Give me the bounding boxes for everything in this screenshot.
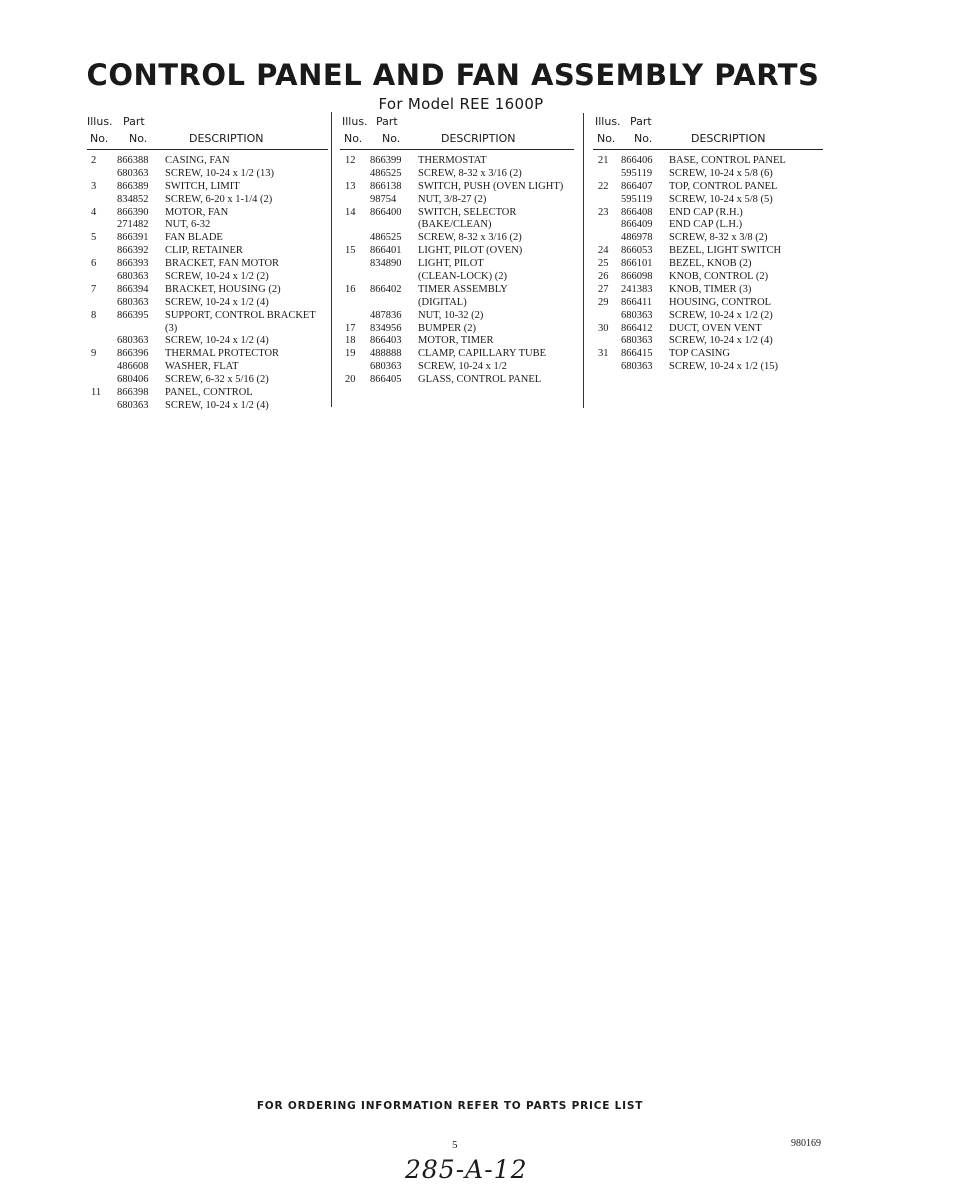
part-description: THERMOSTAT xyxy=(418,155,487,166)
illus-number: 27 xyxy=(598,283,609,295)
illus-number: 24 xyxy=(598,245,609,257)
part-description: BASE, CONTROL PANEL xyxy=(669,155,786,166)
parts-row xyxy=(593,335,823,348)
illus-number: 15 xyxy=(345,245,356,257)
part-no-label: No. xyxy=(129,132,148,145)
part-number: 866406 xyxy=(621,155,653,166)
part-number: 866400 xyxy=(370,206,402,218)
illus-number: 7 xyxy=(91,283,97,295)
part-description: SWITCH, SELECTOR xyxy=(418,206,517,218)
parts-row xyxy=(593,297,823,310)
part-number: 866391 xyxy=(117,232,149,244)
part-description: SCREW, 6-20 x 1-1/4 (2) xyxy=(165,193,273,205)
parts-column-2 xyxy=(340,113,574,387)
column-header xyxy=(593,113,823,149)
part-number: 486525 xyxy=(370,232,402,244)
part-description: CLAMP, CAPILLARY TUBE xyxy=(418,348,547,360)
part-description: END CAP (L.H.) xyxy=(669,219,743,231)
column-divider xyxy=(583,113,584,408)
parts-row xyxy=(340,245,574,258)
part-description: BEZEL, KNOB (2) xyxy=(669,258,752,270)
illus-number: 3 xyxy=(91,180,97,192)
part-description: WASHER, FLAT xyxy=(165,361,239,373)
part-description: (DIGITAL) xyxy=(418,296,467,308)
part-number: 866403 xyxy=(370,335,402,347)
parts-row xyxy=(593,181,823,194)
illus-number: 30 xyxy=(598,322,609,334)
illus-number: 6 xyxy=(91,258,97,270)
part-number: 866396 xyxy=(117,348,149,360)
parts-row xyxy=(340,155,574,168)
part-number: 834852 xyxy=(117,193,149,205)
part-number: 866390 xyxy=(117,206,149,218)
part-description: SCREW, 10-24 x 1/2 (4) xyxy=(165,399,269,411)
illus-number: 17 xyxy=(345,322,356,334)
part-number: 866408 xyxy=(621,206,653,218)
parts-row xyxy=(593,232,823,245)
parts-row xyxy=(593,168,823,181)
part-description: NUT, 10-32 (2) xyxy=(418,309,484,321)
parts-row xyxy=(87,219,328,232)
parts-row xyxy=(340,374,574,387)
part-description: MOTOR, FAN xyxy=(165,206,229,218)
illus-number: 14 xyxy=(345,206,356,218)
ordering-footer: FOR ORDERING INFORMATION REFER TO PARTS PRICE LIST xyxy=(256,1100,644,1112)
parts-row xyxy=(340,361,574,374)
parts-row xyxy=(340,271,574,284)
part-number: 834956 xyxy=(370,322,402,334)
part-number: 680406 xyxy=(117,374,149,386)
part-number: 271482 xyxy=(117,219,149,231)
part-number: 866407 xyxy=(621,180,653,192)
parts-row xyxy=(593,323,823,336)
part-description: SCREW, 6-32 x 5/16 (2) xyxy=(165,374,269,386)
part-number: 488888 xyxy=(370,348,402,360)
parts-row xyxy=(87,258,328,271)
parts-row xyxy=(340,258,574,271)
part-number: 486978 xyxy=(621,232,653,244)
illus-number: 13 xyxy=(345,180,356,192)
illus-no-label: No. xyxy=(344,132,363,145)
illus-label: Illus. xyxy=(87,115,113,128)
page-title: CONTROL PANEL AND FAN ASSEMBLY PARTS xyxy=(86,58,820,92)
part-number: 866388 xyxy=(117,155,149,166)
parts-row xyxy=(593,271,823,284)
column-header xyxy=(340,113,574,149)
handwritten-note: 285-A-12 xyxy=(405,1155,528,1184)
part-description: CASING, FAN xyxy=(165,155,230,166)
parts-row xyxy=(340,323,574,336)
part-number: 866398 xyxy=(117,387,149,399)
parts-row xyxy=(87,297,328,310)
part-number: 241383 xyxy=(621,283,653,295)
illus-number: 26 xyxy=(598,271,609,283)
part-description: BUMPER (2) xyxy=(418,322,477,334)
parts-list xyxy=(340,150,574,387)
part-label: Part xyxy=(376,115,398,128)
part-number: 487836 xyxy=(370,309,402,321)
description-label: DESCRIPTION xyxy=(691,132,766,145)
part-number: 866409 xyxy=(621,219,653,231)
part-description: NUT, 6-32 xyxy=(165,219,211,231)
part-description: SCREW, 10-24 x 5/8 (6) xyxy=(669,167,773,179)
part-description: SCREW, 10-24 x 1/2 (4) xyxy=(165,335,269,347)
column-divider xyxy=(331,112,332,407)
part-number: 680363 xyxy=(117,167,149,179)
part-description: FAN BLADE xyxy=(165,232,223,244)
part-description: PANEL, CONTROL xyxy=(165,387,253,399)
part-number: 680363 xyxy=(621,335,653,347)
part-number: 595119 xyxy=(621,193,653,205)
parts-row xyxy=(340,284,574,297)
parts-row xyxy=(593,348,823,361)
parts-row xyxy=(87,181,328,194)
illus-number: 25 xyxy=(598,258,609,270)
part-description: SCREW, 8-32 x 3/16 (2) xyxy=(418,167,522,179)
part-number: 866399 xyxy=(370,155,402,166)
part-description: TOP CASING xyxy=(669,348,730,360)
part-description: KNOB, TIMER (3) xyxy=(669,283,752,295)
part-description: LIGHT, PILOT xyxy=(418,258,484,270)
parts-row xyxy=(87,323,328,336)
part-description: END CAP (R.H.) xyxy=(669,206,743,218)
part-description: HOUSING, CONTROL xyxy=(669,296,772,308)
parts-row xyxy=(87,245,328,258)
parts-list xyxy=(87,150,328,413)
part-description: SCREW, 10-24 x 5/8 (5) xyxy=(669,193,773,205)
parts-row xyxy=(340,207,574,220)
part-description: SCREW, 10-24 x 1/2 (13) xyxy=(165,167,274,179)
column-header xyxy=(87,113,328,149)
part-description: SCREW, 10-24 x 1/2 (4) xyxy=(165,296,269,308)
part-number: 866098 xyxy=(621,271,653,283)
part-number: 680363 xyxy=(117,399,149,411)
parts-row xyxy=(340,168,574,181)
parts-row xyxy=(593,361,823,374)
part-description: SCREW, 10-24 x 1/2 (2) xyxy=(165,271,269,283)
part-label: Part xyxy=(123,115,145,128)
parts-row xyxy=(87,387,328,400)
part-description: SWITCH, LIMIT xyxy=(165,180,240,192)
parts-row xyxy=(593,284,823,297)
part-description: BRACKET, HOUSING (2) xyxy=(165,283,281,295)
parts-row xyxy=(87,310,328,323)
part-label: Part xyxy=(630,115,652,128)
part-description: SCREW, 8-32 x 3/16 (2) xyxy=(418,232,522,244)
parts-row xyxy=(87,335,328,348)
illus-no-label: No. xyxy=(90,132,109,145)
part-description: DUCT, OVEN VENT xyxy=(669,322,762,334)
parts-row xyxy=(340,232,574,245)
part-no-label: No. xyxy=(634,132,653,145)
part-number: 866401 xyxy=(370,245,402,257)
illus-number: 9 xyxy=(91,348,97,360)
part-description: BEZEL, LIGHT SWITCH xyxy=(669,245,782,257)
parts-row xyxy=(87,232,328,245)
part-number: 866392 xyxy=(117,245,149,257)
part-number: 486608 xyxy=(117,361,149,373)
illus-number: 8 xyxy=(91,309,97,321)
parts-row xyxy=(87,207,328,220)
parts-row xyxy=(340,297,574,310)
part-description: SCREW, 10-24 x 1/2 xyxy=(418,361,507,373)
part-number: 866405 xyxy=(370,374,402,386)
part-description: TOP, CONTROL PANEL xyxy=(669,180,778,192)
parts-row xyxy=(87,284,328,297)
part-number: 866389 xyxy=(117,180,149,192)
parts-row xyxy=(340,335,574,348)
part-number: 866412 xyxy=(621,322,653,334)
part-description: NUT, 3/8-27 (2) xyxy=(418,193,487,205)
part-description: CLIP, RETAINER xyxy=(165,245,243,257)
illus-number: 23 xyxy=(598,206,609,218)
document-number: 980169 xyxy=(791,1138,821,1149)
part-description: SCREW, 10-24 x 1/2 (2) xyxy=(669,309,773,321)
parts-list xyxy=(593,150,823,374)
illus-number: 31 xyxy=(598,348,609,360)
part-number: 680363 xyxy=(621,309,653,321)
part-description: BRACKET, FAN MOTOR xyxy=(165,258,280,270)
illus-number: 4 xyxy=(91,206,97,218)
parts-row xyxy=(87,400,328,413)
parts-row xyxy=(593,245,823,258)
part-description: MOTOR, TIMER xyxy=(418,335,494,347)
parts-row xyxy=(340,348,574,361)
part-number: 680363 xyxy=(117,335,149,347)
part-number: 834890 xyxy=(370,258,402,270)
parts-column-3 xyxy=(593,113,823,374)
illus-number: 22 xyxy=(598,180,609,192)
parts-row xyxy=(87,155,328,168)
parts-row xyxy=(593,310,823,323)
part-number: 680363 xyxy=(117,296,149,308)
illus-number: 20 xyxy=(345,374,356,386)
illus-number: 29 xyxy=(598,296,609,308)
parts-row xyxy=(340,194,574,207)
part-number: 486525 xyxy=(370,167,402,179)
parts-row xyxy=(87,348,328,361)
part-number: 680363 xyxy=(621,361,653,373)
description-label: DESCRIPTION xyxy=(189,132,264,145)
part-number: 866415 xyxy=(621,348,653,360)
parts-row xyxy=(340,181,574,194)
part-description: (CLEAN-LOCK) (2) xyxy=(418,271,507,283)
part-description: SCREW, 8-32 x 3/8 (2) xyxy=(669,232,768,244)
parts-row xyxy=(87,374,328,387)
part-description: SCREW, 10-24 x 1/2 (4) xyxy=(669,335,773,347)
parts-row xyxy=(593,194,823,207)
page-number: 5 xyxy=(452,1139,458,1151)
description-label: DESCRIPTION xyxy=(441,132,516,145)
part-number: 866411 xyxy=(621,296,653,308)
part-number: 98754 xyxy=(370,193,397,205)
part-description: GLASS, CONTROL PANEL xyxy=(418,374,542,386)
part-number: 866393 xyxy=(117,258,149,270)
parts-row xyxy=(87,194,328,207)
parts-row xyxy=(593,219,823,232)
part-description: (3) xyxy=(165,322,178,334)
part-number: 866138 xyxy=(370,180,402,192)
part-number: 866402 xyxy=(370,283,402,295)
illus-number: 18 xyxy=(345,335,356,347)
part-description: (BAKE/CLEAN) xyxy=(418,219,492,231)
part-number: 866395 xyxy=(117,309,149,321)
illus-label: Illus. xyxy=(342,115,368,128)
part-description: THERMAL PROTECTOR xyxy=(165,348,280,360)
illus-number: 16 xyxy=(345,283,356,295)
illus-number: 11 xyxy=(91,387,102,399)
part-number: 680363 xyxy=(117,271,149,283)
parts-row xyxy=(87,361,328,374)
illus-number: 21 xyxy=(598,155,609,166)
parts-row xyxy=(340,310,574,323)
illus-number: 5 xyxy=(91,232,97,244)
part-description: KNOB, CONTROL (2) xyxy=(669,271,769,283)
part-description: SWITCH, PUSH (OVEN LIGHT) xyxy=(418,180,564,192)
parts-row xyxy=(593,155,823,168)
part-number: 866394 xyxy=(117,283,149,295)
parts-row xyxy=(87,168,328,181)
part-number: 866053 xyxy=(621,245,653,257)
illus-number: 12 xyxy=(345,155,356,166)
part-no-label: No. xyxy=(382,132,401,145)
part-number: 866101 xyxy=(621,258,653,270)
part-number: 595119 xyxy=(621,167,653,179)
parts-row xyxy=(593,258,823,271)
parts-row xyxy=(340,219,574,232)
part-description: TIMER ASSEMBLY xyxy=(418,283,508,295)
part-description: SCREW, 10-24 x 1/2 (15) xyxy=(669,361,778,373)
part-description: SUPPORT, CONTROL BRACKET xyxy=(165,309,316,321)
illus-label: Illus. xyxy=(595,115,621,128)
parts-column-1 xyxy=(87,113,328,413)
parts-row xyxy=(593,207,823,220)
parts-row xyxy=(87,271,328,284)
model-subtitle: For Model REE 1600P xyxy=(378,95,544,113)
illus-number: 19 xyxy=(345,348,356,360)
part-number: 680363 xyxy=(370,361,402,373)
part-description: LIGHT, PILOT (OVEN) xyxy=(418,245,523,257)
illus-no-label: No. xyxy=(597,132,616,145)
illus-number: 2 xyxy=(91,155,97,166)
